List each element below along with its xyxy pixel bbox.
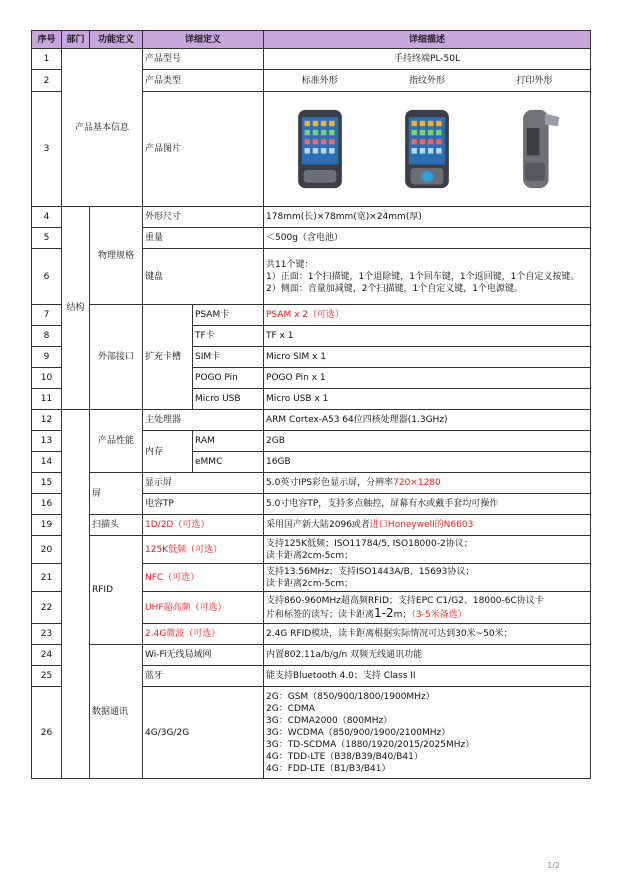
item-desc: 支持125K低频；ISO11784/5, ISO18000-2协议； 读卡距离2cm-5cm； xyxy=(264,536,591,564)
row-no: 24 xyxy=(32,645,62,666)
table-row xyxy=(32,515,591,536)
item-desc: 2G：GSM（850/900/1800/1900MHz） 2G：CDMA 3G：CDMA2000（800MHz） 3G：WCDMA（850/900/1900/2100MHz） 3G：TD-SCDMA（1880/1920/2015/2025MHz） 4G：TDD-LTE（B38/B39/B40/B41） 4G：FDD-LTE（B1/B3/B41） xyxy=(264,687,591,779)
item-desc: 采用国产新大陆2096或者进口Honeywell的N6603 xyxy=(264,515,591,536)
row-no: 13 xyxy=(32,431,62,452)
row-no: 19 xyxy=(32,515,62,536)
standard-device-image xyxy=(288,108,352,190)
row-no: 22 xyxy=(32,592,62,624)
section-basic-info: 产品基本信息 xyxy=(62,49,143,207)
row-no: 9 xyxy=(32,347,62,368)
item-desc: 5.0寸电容TP，支持多点触控，屏幕有水或戴手套均可操作 xyxy=(264,494,591,515)
item-name: 外形尺寸 xyxy=(143,207,264,228)
row-no: 16 xyxy=(32,494,62,515)
item-name: 产品型号 xyxy=(143,49,264,70)
item-name: UHF超高频（可选） xyxy=(143,592,264,624)
item-desc: 178mm(长)×78mm(宽)×24mm(厚) xyxy=(264,207,591,228)
item-name: PSAM卡 xyxy=(193,305,264,326)
item-name: SIM卡 xyxy=(193,347,264,368)
table-row xyxy=(32,410,591,431)
item-desc: 支持13.56MHz；支持ISO1443A/B、15693协议； 读卡距离2cm-5cm； xyxy=(264,564,591,592)
item-desc: POGO Pin x 1 xyxy=(264,368,591,389)
item-desc: 能支持Bluetooth 4.0；支持 Class II xyxy=(264,666,591,687)
product-types xyxy=(264,70,591,92)
header-dept: 部门 xyxy=(62,31,90,49)
item-name: 4G/3G/2G xyxy=(143,687,264,779)
header-row xyxy=(32,31,591,49)
item-name: Micro USB xyxy=(193,389,264,410)
item-name: 1D/2D（可选） xyxy=(143,515,264,536)
row-no: 8 xyxy=(32,326,62,347)
row-no: 3 xyxy=(32,92,62,207)
item-desc: 2GB xyxy=(264,431,591,452)
type-printer: 打印外形 xyxy=(516,75,553,86)
item-name: 产品类型 xyxy=(143,70,264,92)
table-row xyxy=(32,207,591,228)
row-no: 1 xyxy=(32,49,62,70)
row-no: 14 xyxy=(32,452,62,473)
item-name: 2.4G微波（可选） xyxy=(143,624,264,645)
item-desc: Micro USB x 1 xyxy=(264,389,591,410)
row-no: 7 xyxy=(32,305,62,326)
item-name: POGO Pin xyxy=(193,368,264,389)
type-standard: 标准外形 xyxy=(301,75,338,86)
row-no: 4 xyxy=(32,207,62,228)
item-name: 蓝牙 xyxy=(143,666,264,687)
header-detail-desc: 详细描述 xyxy=(264,31,591,49)
item-desc: PSAM x 2（可选） xyxy=(264,305,591,326)
section-external-ports: 外部接口 xyxy=(90,305,143,410)
spec-table xyxy=(31,30,591,779)
item-desc: TF x 1 xyxy=(264,326,591,347)
row-no: 5 xyxy=(32,228,62,249)
product-images xyxy=(264,92,591,207)
table-row xyxy=(32,49,591,70)
item-desc: 5.0英寸IPS彩色显示屏，分辨率720×1280 xyxy=(264,473,591,494)
table-row xyxy=(32,473,591,494)
fingerprint-device-image xyxy=(395,108,459,190)
row-no: 25 xyxy=(32,666,62,687)
row-no: 2 xyxy=(32,70,62,92)
table-row xyxy=(32,536,591,564)
section-performance: 产品性能 xyxy=(90,410,143,473)
header-function: 功能定义 xyxy=(90,31,143,49)
item-desc: ＜500g（含电池） xyxy=(264,228,591,249)
section-scanner: 扫描头 xyxy=(90,515,143,536)
section-physical-spec: 物理规格 xyxy=(90,207,143,305)
section-data-comm: 数据通讯 xyxy=(90,645,143,779)
item-desc: 16GB xyxy=(264,452,591,473)
printer-device-image xyxy=(502,108,566,190)
row-no: 12 xyxy=(32,410,62,431)
row-no: 11 xyxy=(32,389,62,410)
item-desc: 共11个键： 1）正面：1个扫描键，1个退除键，1个回车键，1个返回键，1个自定义按键。 2）侧面：音量加减键，2个扫描键，1个自定义键，1个电源键。 xyxy=(264,249,591,305)
item-name: 电容TP xyxy=(143,494,264,515)
item-name: 主处理器 xyxy=(143,410,264,431)
item-name: 产品图片 xyxy=(143,92,264,207)
slot-label: 扩充卡槽 xyxy=(143,305,193,410)
type-fingerprint: 指纹外形 xyxy=(409,75,446,86)
item-desc: ARM Cortex-A53 64位四核处理器(1.3GHz) xyxy=(264,410,591,431)
item-name: RAM xyxy=(193,431,264,452)
item-desc: 2.4G RFID模块，读卡距离根据实际情况可达到30米~50米； xyxy=(264,624,591,645)
item-name: 重量 xyxy=(143,228,264,249)
page-number: 1/2 xyxy=(547,861,560,870)
item-name: eMMC xyxy=(193,452,264,473)
item-desc: 内置802.11a/b/g/n 双频无线通讯功能 xyxy=(264,645,591,666)
item-name: Wi-Fi无线局域网 xyxy=(143,645,264,666)
item-name: TF卡 xyxy=(193,326,264,347)
header-no: 序号 xyxy=(32,31,62,49)
section-blank xyxy=(62,410,90,779)
memory-label: 内存 xyxy=(143,431,193,473)
row-no: 23 xyxy=(32,624,62,645)
item-name: 显示屏 xyxy=(143,473,264,494)
header-detail-def: 详细定义 xyxy=(143,31,264,49)
item-desc: Micro SIM x 1 xyxy=(264,347,591,368)
row-no: 26 xyxy=(32,687,62,779)
table-row xyxy=(32,645,591,666)
section-screen: 屏 xyxy=(90,473,143,515)
item-desc: 支持860-960MHz超高频RFID；支持EPC C1/G2、18000-6C协议卡 片和标签的读写；读卡距离1-2m；（3-5米备选） xyxy=(264,592,591,624)
item-desc: 手持终端PL-50L xyxy=(264,49,591,70)
row-no: 21 xyxy=(32,564,62,592)
row-no: 15 xyxy=(32,473,62,494)
item-name: 125K低频（可选） xyxy=(143,536,264,564)
row-no: 10 xyxy=(32,368,62,389)
item-name: NFC（可选） xyxy=(143,564,264,592)
item-name: 键盘 xyxy=(143,249,264,305)
section-rfid: RFID xyxy=(90,536,143,645)
table-row xyxy=(32,305,591,326)
row-no: 6 xyxy=(32,249,62,305)
section-structure: 结构 xyxy=(62,207,90,410)
row-no: 20 xyxy=(32,536,62,564)
